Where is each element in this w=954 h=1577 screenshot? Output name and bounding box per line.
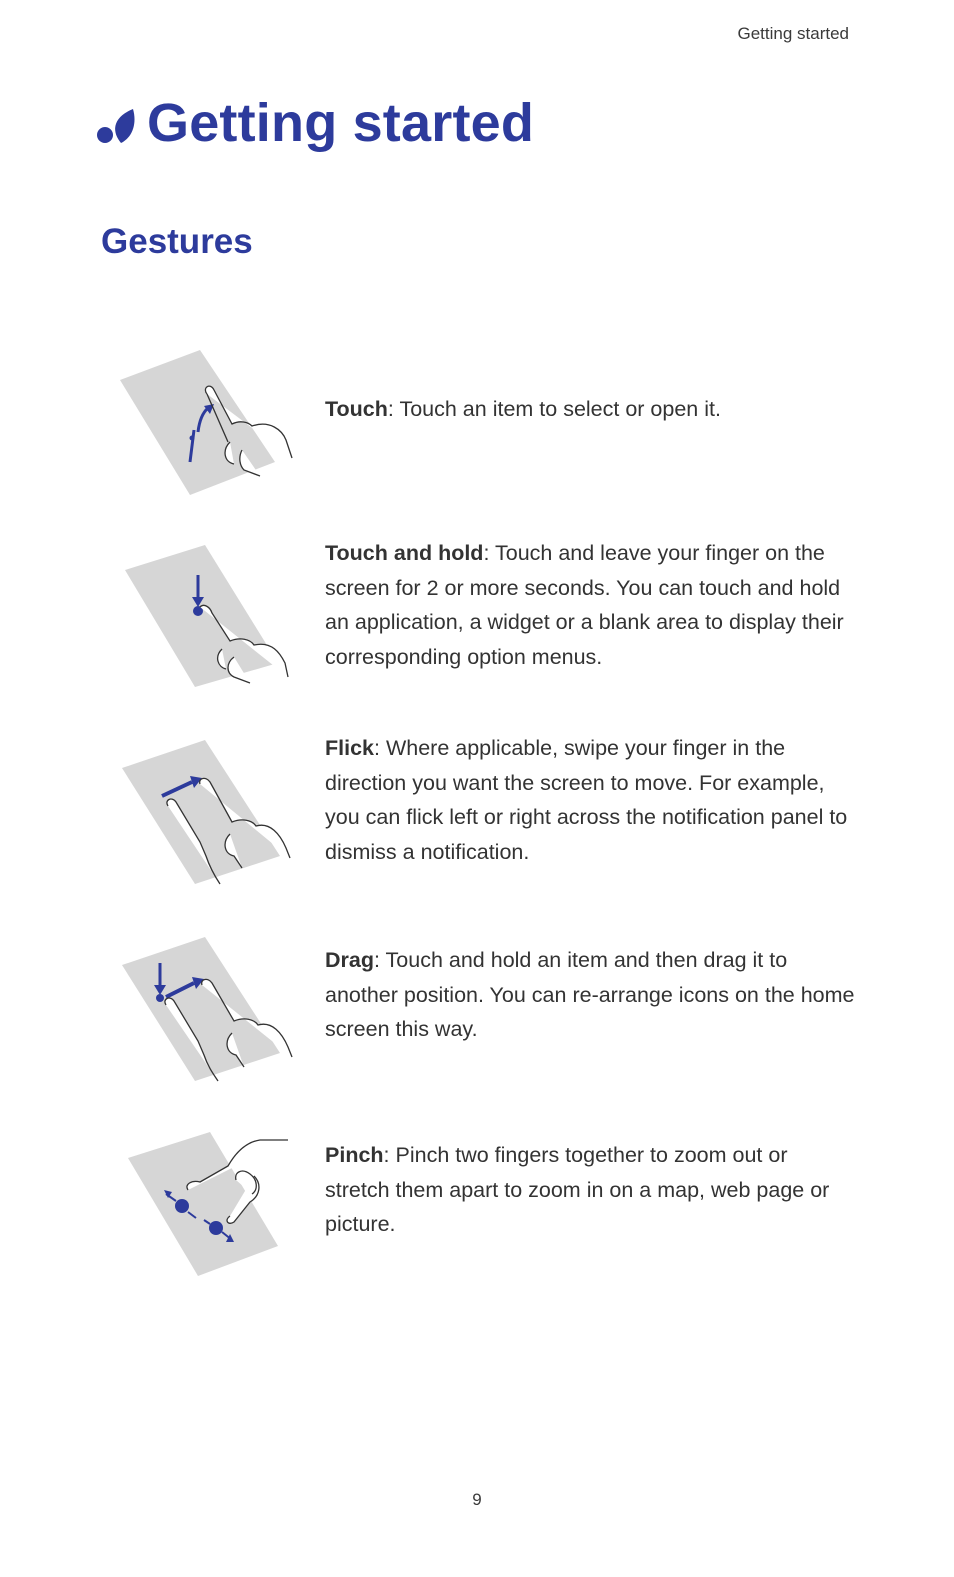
chapter-title: Getting started (147, 93, 535, 153)
gesture-pinch-text (325, 1138, 855, 1242)
drag-illustration (110, 935, 300, 1090)
gesture-description: : Touch an item to select or open it. (387, 397, 721, 421)
gesture-description: : Touch and hold an item and then drag it to another position. You can re-arrange icons on the home screen this way. (325, 948, 855, 1041)
chapter-heading (95, 92, 534, 154)
gesture-description: : Pinch two fingers together to zoom out or stretch them apart to zoom in on a map, web page or picture. (325, 1143, 830, 1236)
gesture-touch-and-hold-text (325, 536, 855, 674)
gesture-description: : Touch and leave your finger on the screen for 2 or more seconds. You can touch and hold an application, a widget or a blank area to display their corresponding option menus. (325, 541, 844, 669)
section-title: Gestures (101, 222, 253, 261)
running-header: Getting started (737, 24, 849, 43)
gesture-term: Flick (325, 736, 374, 760)
gesture-term: Pinch (325, 1143, 384, 1167)
touch-illustration (110, 350, 300, 505)
gesture-touch-text (325, 392, 855, 427)
gesture-flick-text (325, 731, 855, 869)
page-number: 9 (472, 1490, 482, 1509)
gesture-term: Touch (325, 397, 388, 421)
flick-illustration (110, 738, 300, 893)
droplets-icon (95, 101, 137, 145)
gesture-drag-text (325, 943, 855, 1047)
touch-and-hold-illustration (110, 545, 300, 700)
gesture-term: Drag (325, 948, 374, 972)
gesture-term: Touch and hold (325, 541, 484, 565)
pinch-illustration (110, 1130, 300, 1285)
gesture-description: : Where applicable, swipe your finger in the direction you want the screen to move. For example, you can flick left or right across the notification panel to dismiss a notification. (325, 736, 848, 864)
